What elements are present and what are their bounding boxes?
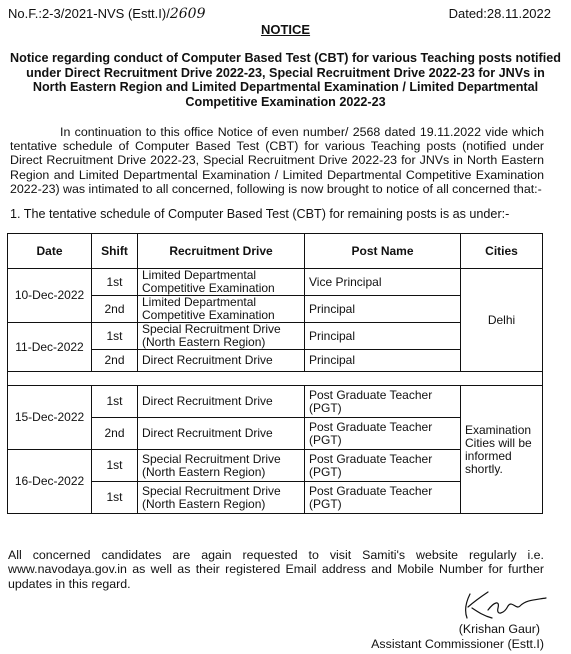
post-cell: Principal xyxy=(305,323,461,350)
shift-cell: 1st xyxy=(92,269,138,296)
shift-cell: 1st xyxy=(92,450,138,482)
header-post-name: Post Name xyxy=(305,234,461,269)
gap-cell xyxy=(8,372,543,386)
file-number-prefix: No.F.:2-3/2021-NVS (Estt.I)/ xyxy=(8,6,170,21)
post-cell: Vice Principal xyxy=(305,269,461,296)
date-cell: 16-Dec-2022 xyxy=(8,450,92,514)
table-row xyxy=(8,269,543,296)
signatory-title: Assistant Commissioner (Estt.I) xyxy=(371,637,544,651)
notice-date: Dated:28.11.2022 xyxy=(448,6,551,21)
shift-cell: 1st xyxy=(92,482,138,514)
notice-title: NOTICE xyxy=(260,22,311,37)
file-number xyxy=(8,6,205,22)
cbt-schedule-table xyxy=(7,233,543,514)
date-cell: 15-Dec-2022 xyxy=(8,386,92,450)
shift-cell: 2nd xyxy=(92,296,138,323)
header-recruitment-drive: Recruitment Drive xyxy=(138,234,305,269)
drive-cell: Direct Recruitment Drive xyxy=(138,418,305,450)
intro-paragraph: In continuation to this office Notice of even number/ 2568 dated 19.11.2022 vide which tentative schedule of Computer Based Test (CBT) for various Teaching posts (notified under Direct Recruitment Drive 2022-23, Special Recruitment Drive 2022-23 for JNVs in North Eastern Region and Limited Departmental Examination / Limited Departmental Competitive Examination 2022-23) was intimated to all concerned, following is now brought to notice of all concerned that:- xyxy=(10,125,544,196)
point-1: 1. The tentative schedule of Computer Based Test (CBT) for remaining posts is as under:- xyxy=(10,207,510,221)
date-cell: 10-Dec-2022 xyxy=(8,269,92,323)
drive-cell: Special Recruitment Drive (North Eastern Region) xyxy=(138,450,305,482)
signatory-name: (Krishan Gaur) xyxy=(458,622,540,636)
table-row xyxy=(8,386,543,418)
notice-subject: Notice regarding conduct of Computer Based Test (CBT) for various Teaching posts notified under Direct Recruitment Drive 2022-23, Special Recruitment Drive 2022-23 for JNVs in North Eastern Region and Limited Departmental Examination / Limited Departmental Competitive Examination 2022-23 xyxy=(10,51,561,109)
shift-cell: 1st xyxy=(92,323,138,350)
header-cities: Cities xyxy=(461,234,543,269)
drive-cell: Direct Recruitment Drive xyxy=(138,386,305,418)
post-cell: Principal xyxy=(305,350,461,372)
drive-cell: Special Recruitment Drive (North Eastern Region) xyxy=(138,482,305,514)
post-cell: Post Graduate Teacher (PGT) xyxy=(305,418,461,450)
closing-paragraph: All concerned candidates are again requested to visit Samiti's website regularly i.e. www.navodaya.gov.in as well as their registered Email address and Mobile Number for further updates in this regard. xyxy=(8,548,544,591)
table-gap-row xyxy=(8,372,543,386)
shift-cell: 2nd xyxy=(92,418,138,450)
shift-cell: 1st xyxy=(92,386,138,418)
header-shift: Shift xyxy=(92,234,138,269)
drive-cell: Direct Recruitment Drive xyxy=(138,350,305,372)
shift-cell: 2nd xyxy=(92,350,138,372)
drive-cell: Special Recruitment Drive (North Eastern Region) xyxy=(138,323,305,350)
post-cell: Post Graduate Teacher (PGT) xyxy=(305,450,461,482)
table-header-row xyxy=(8,234,543,269)
drive-cell: Limited Departmental Competitive Examination xyxy=(138,296,305,323)
file-number-handwritten: 2609 xyxy=(169,6,206,22)
header-date: Date xyxy=(8,234,92,269)
handwritten-signature xyxy=(458,588,553,626)
post-cell: Post Graduate Teacher (PGT) xyxy=(305,482,461,514)
date-cell: 11-Dec-2022 xyxy=(8,323,92,372)
cities-cell: Delhi xyxy=(461,269,543,372)
post-cell: Principal xyxy=(305,296,461,323)
cities-cell: Examination Cities will be informed shortly. xyxy=(461,386,543,514)
post-cell: Post Graduate Teacher (PGT) xyxy=(305,386,461,418)
drive-cell: Limited Departmental Competitive Examination xyxy=(138,269,305,296)
